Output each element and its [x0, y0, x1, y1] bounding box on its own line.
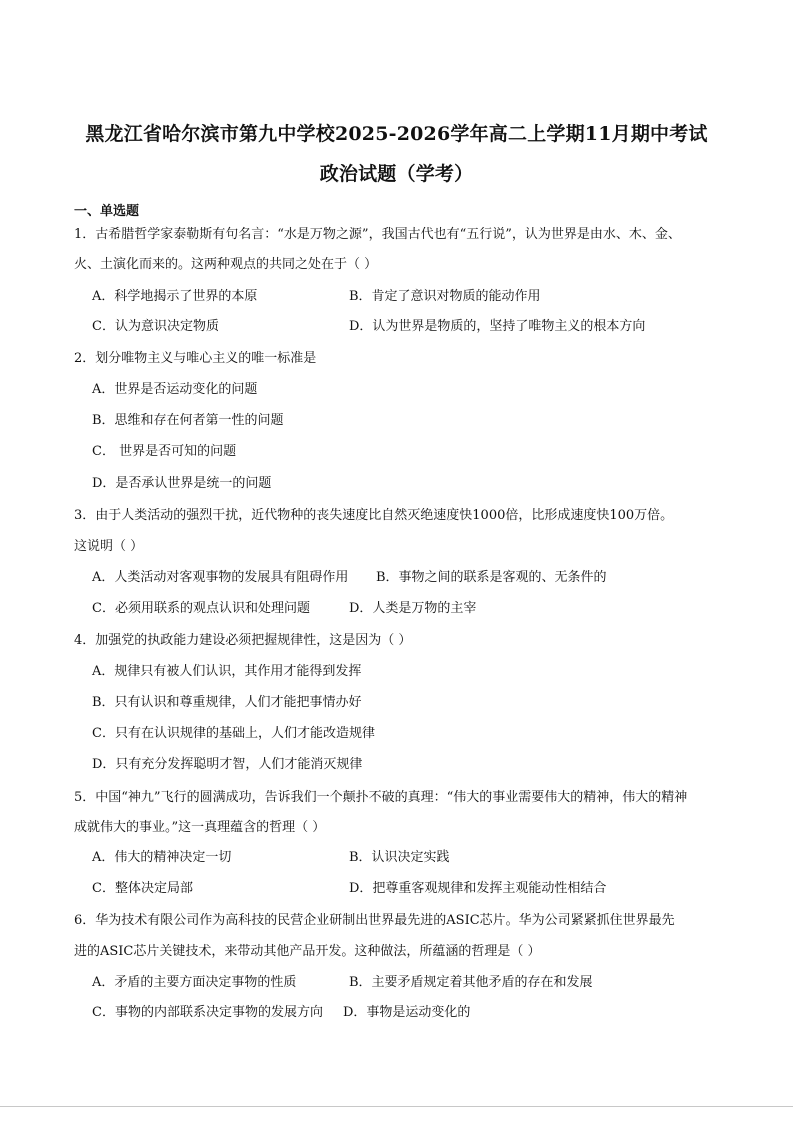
- question-5-stem-line-1: 5．中国“神九”飞行的圆满成功，告诉我们一个颠扑不破的真理：“伟大的事业需要伟大的精神，伟大的精神: [74, 790, 688, 805]
- section-heading: 一、单选题: [74, 204, 140, 219]
- question-6-option-b[interactable]: B．主要矛盾规定着其他矛盾的存在和发展: [349, 975, 593, 990]
- question-3-option-a[interactable]: A．人类活动对客观事物的发展具有阻碍作用: [92, 570, 349, 585]
- question-6-stem-line-1: 6．华为技术有限公司作为高科技的民营企业研制出世界最先进的ASIC芯片。华为公司紧紧抓住世界最先: [74, 913, 675, 928]
- question-5-stem-line-2: 成就伟大的事业。”这一真理蕴含的哲理（ ）: [74, 820, 326, 835]
- question-5-option-a[interactable]: A．伟大的精神决定一切: [92, 850, 232, 865]
- question-4-option-d[interactable]: D．只有充分发挥聪明才智，人们才能消灭规律: [92, 757, 363, 772]
- question-4-stem-line-1: 4．加强党的执政能力建设必须把握规律性，这是因为（ ）: [74, 633, 412, 648]
- question-4-option-c[interactable]: C．只有在认识规律的基础上，人们才能改造规律: [92, 726, 375, 741]
- question-6-option-d[interactable]: D．事物是运动变化的: [343, 1005, 471, 1020]
- question-2-option-d[interactable]: D．是否承认世界是统一的问题: [92, 476, 272, 491]
- question-3-stem-line-2: 这说明（ ）: [74, 539, 144, 554]
- question-1-option-c[interactable]: C．认为意识决定物质: [92, 319, 219, 334]
- question-6-option-c[interactable]: C．事物的内部联系决定事物的发展方向: [92, 1005, 323, 1020]
- question-1-option-a[interactable]: A．科学地揭示了世界的本原: [92, 289, 258, 304]
- question-2-option-a[interactable]: A．世界是否运动变化的问题: [92, 382, 258, 397]
- question-3-option-b[interactable]: B．事物之间的联系是客观的、无条件的: [376, 570, 607, 585]
- page-title-line-2: 政治试题（学考）: [319, 163, 474, 185]
- question-1-option-d[interactable]: D．认为世界是物质的，坚持了唯物主义的根本方向: [349, 319, 646, 334]
- page-bottom-divider: [0, 1106, 793, 1107]
- question-5-option-c[interactable]: C．整体决定局部: [92, 881, 193, 896]
- question-4-option-b[interactable]: B．只有认识和尊重规律，人们才能把事情办好: [92, 695, 362, 710]
- question-5-option-b[interactable]: B．认识决定实践: [349, 850, 450, 865]
- question-3-option-c[interactable]: C．必须用联系的观点认识和处理问题: [92, 601, 310, 616]
- question-1-stem-line-1: 1．古希腊哲学家泰勒斯有句名言：“水是万物之源”，我国古代也有“五行说”，认为世界是由水、木、金、: [74, 227, 681, 242]
- question-1-stem-line-2: 火、土演化而来的。这两种观点的共同之处在于（ ）: [74, 257, 378, 272]
- page-title-line-1: 黑龙江省哈尔滨市第九中学校2025-2026学年高二上学期11月期中考试: [85, 123, 708, 145]
- question-1-option-b[interactable]: B．肯定了意识对物质的能动作用: [349, 289, 541, 304]
- question-5-option-d[interactable]: D．把尊重客观规律和发挥主观能动性相结合: [349, 881, 607, 896]
- question-3-option-d[interactable]: D．人类是万物的主宰: [349, 601, 477, 616]
- question-6-option-a[interactable]: A．矛盾的主要方面决定事物的性质: [92, 975, 297, 990]
- question-6-stem-line-2: 进的ASIC芯片关键技术，来带动其他产品开发。这种做法，所蕴涵的哲理是（ ）: [74, 944, 541, 959]
- question-3-stem-line-1: 3．由于人类活动的强烈干扰，近代物种的丧失速度比自然灭绝速度快1000倍，比形成速度快100万倍。: [74, 508, 674, 523]
- question-2-option-c[interactable]: C． 世界是否可知的问题: [92, 444, 237, 459]
- question-2-stem-line-1: 2．划分唯物主义与唯心主义的唯一标准是: [74, 351, 317, 366]
- question-4-option-a[interactable]: A．规律只有被人们认识，其作用才能得到发挥: [92, 664, 362, 679]
- question-2-option-b[interactable]: B．思维和存在何者第一性的问题: [92, 413, 284, 428]
